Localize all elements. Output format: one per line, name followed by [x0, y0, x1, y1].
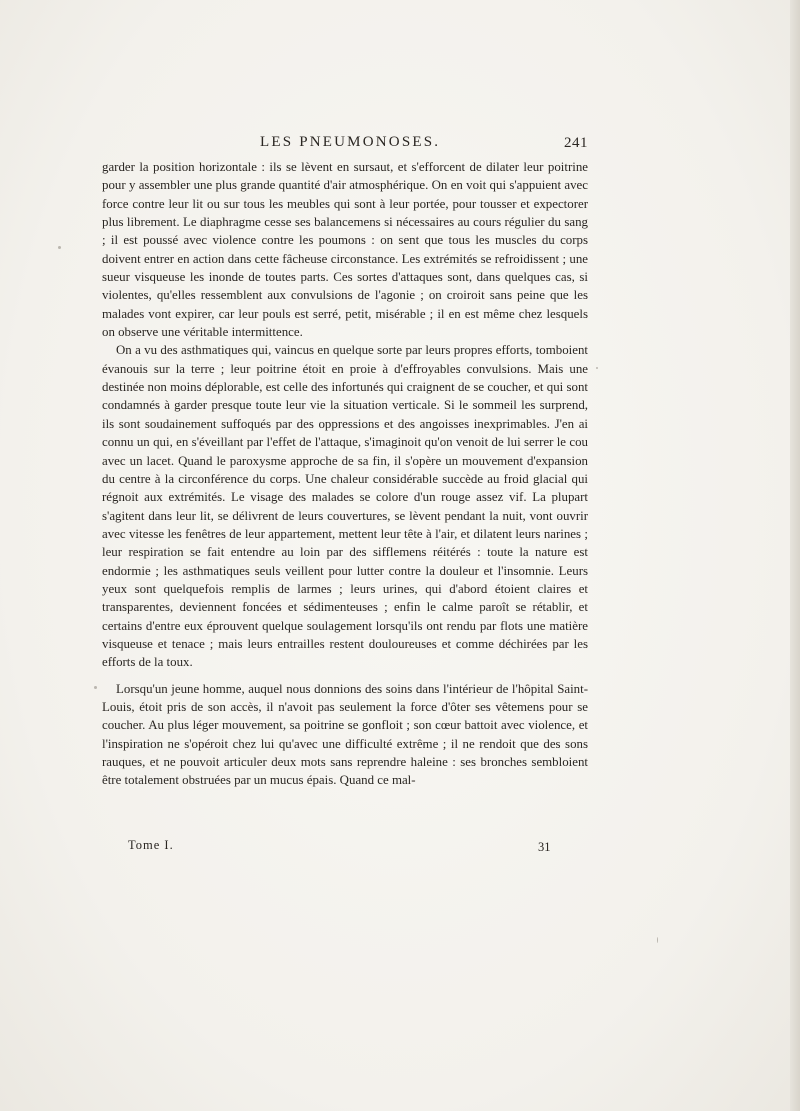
paragraph-continuation: garder la position horizontale : ils se lèvent en sursaut, et s'efforcent de dilater leur poitrine pour y assembler une plus grande quantité d'air atmosphérique. On en voit qui s'appuient avec force contre leur lit ou sur tous les meubles qui sont à leur portée, pour tousser et expectorer plus librement. Le diaphragme cesse ses balancemens si nécessaires au cours régulier du sang ; il est poussé avec violence contre les poumons : on sent que tous les muscles du corps doivent entrer en action dans cette fâcheuse circonstance. Les extrémités se refroidissent ; une sueur visqueuse les inonde de toutes parts. Ces sortes d'attaques sont, dans quelques cas, si violentes, qu'elles ressemblent aux convulsions de l'agonie ; on croiroit sans peine que les malades vont expirer, car leur pouls est serré, petit, misérable ; il en est même chez lesquels on observe une véritable intermittence. [102, 160, 588, 340]
paragraph-case-young-man: Lorsqu'un jeune homme, auquel nous donnions des soins dans l'intérieur de l'hôpital Saint-Louis, étoit pris de son accès, il n'avoit pas seulement la force d'ôter ses vêtemens pour se coucher. Au plus léger mouvement, sa poitrine se gonfloit ; son cœur battoit avec violence, et l'inspiration ne s'opéroit chez lui qu'avec une difficulté extrême ; il ne rendoit que des sons rauques, et ne pouvoit articuler deux mots sans reprendre haleine : ses bronches sembloient être totalement obstruées par un mucus épais. Quand ce mal- [102, 681, 588, 788]
paper-speck [94, 686, 97, 689]
page-edge [790, 0, 800, 1111]
signature-number: 31 [538, 840, 551, 854]
page-number: 241 [564, 135, 588, 151]
signature-tome: Tome I. [128, 838, 174, 852]
paper-speck [596, 367, 598, 369]
paper-speck [657, 937, 658, 943]
body-text [102, 158, 588, 790]
running-title: LES PNEUMONOSES. [260, 134, 441, 150]
page-header [102, 134, 588, 154]
paper-speck [58, 246, 61, 249]
page-footer [102, 838, 588, 856]
paragraph-asthmatics: On a vu des asthmatiques qui, vaincus en quelque sorte par leurs propres efforts, tomboient évanouis sur la terre ; leur poitrine étoit en proie à d'effroyables convulsions. Mais une destinée non moins déplorable, est celle des infortunés qui craignent de se coucher, et qui sont condamnés à garder presque toute leur vie la situation verticale. Si le sommeil les surprend, ils sont soudainement suffoqués par des oppressions et des angoisses inexprimables. J'en ai connu un qui, en s'éveillant par l'effet de l'attaque, s'imaginoit qu'on venoit de lui serrer le cou avec un lacet. Quand le paroxysme approche de sa fin, il s'opère un mouvement d'expansion du centre à la circonférence du corps. Une chaleur considérable succède au froid glacial qui régnoit aux extrémités. Le visage des malades se colore d'un rouge assez vif. La plupart s'agitent dans leur lit, se délivrent de leurs couvertures, se lèvent pendant la nuit, vont ouvrir avec vitesse les fenêtres de leur appartement, mettent leur tête à l'air, et dilatent leurs narines ; leur respiration se fait entendre au loin par des sifflemens réitérés : toute la nature est endormie ; les asthmatiques seuls veillent pour lutter contre la douleur et l'insomnie. Leurs yeux sont quelquefois remplis de larmes ; leurs urines, qui d'abord étoient claires et transparentes, deviennent foncées et sédimenteuses ; enfin le calme paroît se rétablir, et certains d'entre eux éprouvent quelque soulagement lorsqu'ils ont rendu par flots une matière visqueuse et tenace ; mais leurs entrailles restent douloureuses et comme déchirées par les efforts de la toux. [102, 343, 588, 670]
